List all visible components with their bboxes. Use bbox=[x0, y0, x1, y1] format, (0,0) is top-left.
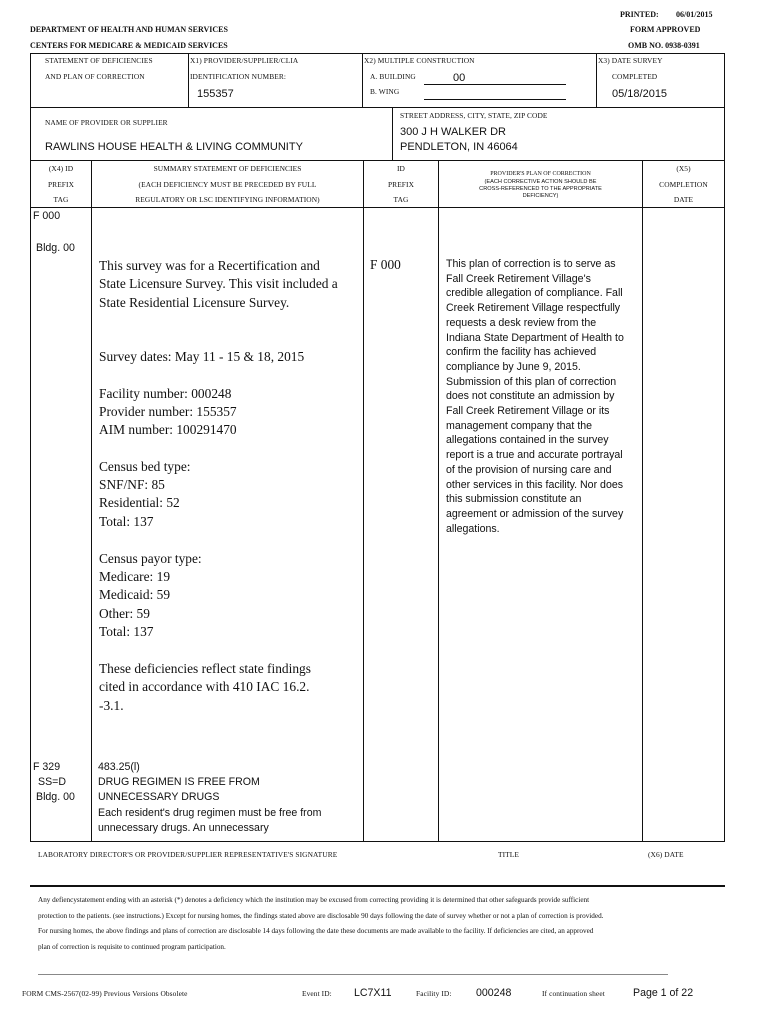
provider-number: Provider number: 155357 bbox=[99, 404, 237, 419]
summary-header: SUMMARY STATEMENT OF DEFICIENCIES bbox=[153, 164, 302, 173]
census-bed-type: Census bed type: bbox=[99, 459, 191, 474]
page-number: Page 1 of 22 bbox=[633, 987, 694, 999]
scope-severity: SS=D bbox=[38, 776, 66, 788]
x3-sublabel: COMPLETED bbox=[612, 72, 658, 81]
event-id-label: Event ID: bbox=[302, 989, 332, 998]
x3-label: X3) DATE SURVEY bbox=[598, 56, 663, 65]
plan-of-correction-text: This plan of correction is to serve as Fall Creek Retirement Village's credible allegation of compliance. Fall Creek Retirement Village respectfully requests a desk review from the Indiana State Department of Health to confirm the facility has achieved compliance by June 9, 2015. Submission of this plan of correction does not constitute an admission by Fall Creek Retirement Village or its management company that the allegations contained in the survey report is a true and accurate portrayal of the provision of nursing care and other services in this facility. Nor does this submission constitute an agreement or admission of the survey allegations. bbox=[446, 258, 624, 535]
building-label: A. BUILDING bbox=[370, 72, 416, 81]
medicaid-count: Medicaid: 59 bbox=[99, 587, 171, 602]
other-count: Other: 59 bbox=[99, 606, 150, 621]
event-id-value: LC7X11 bbox=[354, 987, 392, 999]
medicare-count: Medicare: 19 bbox=[99, 569, 171, 584]
facility-number: Facility number: 000248 bbox=[99, 386, 232, 401]
continuation-label: If continuation sheet bbox=[542, 989, 605, 998]
address-line2: PENDLETON, IN 46064 bbox=[400, 141, 518, 153]
survey-date-value: 05/18/2015 bbox=[612, 88, 668, 100]
summary-sub2: REGULATORY OR LSC IDENTIFYING INFORMATION) bbox=[135, 195, 320, 204]
facility-id-label: Facility ID: bbox=[416, 989, 452, 998]
regulation-title-2: UNNECESSARY DRUGS bbox=[98, 791, 220, 803]
provider-name-label: NAME OF PROVIDER OR SUPPLIER bbox=[45, 118, 168, 127]
building-value: 00 bbox=[453, 72, 466, 84]
regulation-cite: 483.25(l) bbox=[98, 761, 140, 773]
x5-header: (X5) bbox=[676, 164, 691, 173]
provider-name-value: RAWLINS HOUSE HEALTH & LIVING COMMUNITY bbox=[45, 141, 303, 153]
x2-label: X2) MULTIPLE CONSTRUCTION bbox=[364, 56, 475, 65]
id-prefix: PREFIX bbox=[387, 180, 415, 189]
plan-sub3: DEFICIENCY) bbox=[522, 193, 559, 199]
date-label: (X6) DATE bbox=[648, 850, 684, 859]
printed-date: 06/01/2015 bbox=[676, 10, 713, 19]
survey-dates: Survey dates: May 11 - 15 & 18, 2015 bbox=[99, 349, 305, 364]
residential-count: Residential: 52 bbox=[99, 495, 180, 510]
form-number: FORM CMS-2567(02-99) Previous Versions Obsolete bbox=[22, 989, 188, 998]
statement-label: STATEMENT OF DEFICIENCIES bbox=[45, 56, 153, 65]
department-title: DEPARTMENT OF HEALTH AND HUMAN SERVICES bbox=[30, 25, 228, 34]
census-payor-type: Census payor type: bbox=[99, 551, 202, 566]
regulation-title-1: DRUG REGIMEN IS FREE FROM bbox=[98, 776, 260, 788]
total-payor: Total: 137 bbox=[99, 624, 154, 639]
address-label: STREET ADDRESS, CITY, STATE, ZIP CODE bbox=[400, 111, 548, 120]
id-header: ID bbox=[397, 164, 405, 173]
regulation-text: Each resident's drug regimen must be free from unnecessary drugs. An unnecessary bbox=[98, 807, 322, 834]
total-beds: Total: 137 bbox=[99, 514, 154, 529]
snf-count: SNF/NF: 85 bbox=[99, 477, 165, 492]
bldg-00: Bldg. 00 bbox=[36, 242, 75, 254]
x5-completion: COMPLETION bbox=[659, 180, 708, 189]
x4-prefix: PREFIX bbox=[47, 180, 75, 189]
printed-label: PRINTED: bbox=[620, 10, 659, 19]
omb-number: OMB NO. 0938-0391 bbox=[628, 41, 700, 50]
provider-id-value: 155357 bbox=[197, 88, 234, 100]
x4-header: (X4) ID bbox=[48, 164, 74, 173]
x5-date: DATE bbox=[673, 195, 694, 204]
tag-f000: F 000 bbox=[33, 210, 61, 222]
x1-sublabel: IDENTIFICATION NUMBER: bbox=[190, 72, 287, 81]
survey-description: This survey was for a Recertification and State Licensure Survey. This visit included a State Residential Licensure Survey. bbox=[99, 258, 338, 310]
id-tag: TAG bbox=[393, 195, 409, 204]
x4-tag: TAG bbox=[53, 195, 69, 204]
director-signature-label: LABORATORY DIRECTOR'S OR PROVIDER/SUPPLIER REPRESENTATIVE'S SIGNATURE bbox=[38, 850, 338, 859]
bldg-00-f329: Bldg. 00 bbox=[36, 791, 75, 803]
aim-number: AIM number: 100291470 bbox=[99, 422, 237, 437]
plan-sub1: (EACH CORRECTIVE ACTION SHOULD BE bbox=[484, 179, 597, 185]
title-label: TITLE bbox=[498, 850, 520, 859]
disclaimer-text: Any defiencystatement ending with an asterisk (*) denotes a deficiency which the institution may be excused from correcting providing it is determined that other safeguards provide sufficient protection to the patients. (see instructions.) Except for nursing homes, the findings stated above are disclosable 90 days following the date of survey whether or not a plan of correction is provided. For nursing homes, the above findings and plans of correction are disclosable 14 days following the date these documents are made available to the facility. If deficiencies are cited, an approved plan of correction is requisite to continued program participation. bbox=[38, 896, 604, 951]
plan-header: PROVIDER'S PLAN OF CORRECTION bbox=[490, 171, 591, 177]
tag-f329: F 329 bbox=[33, 761, 61, 773]
centers-title: CENTERS FOR MEDICARE & MEDICAID SERVICES bbox=[30, 41, 228, 50]
address-line1: 300 J H WALKER DR bbox=[400, 126, 506, 138]
x1-label: X1) PROVIDER/SUPPLIER/CLIA bbox=[190, 56, 299, 65]
form-approved: FORM APPROVED bbox=[630, 25, 701, 34]
facility-id-value: 000248 bbox=[476, 987, 512, 999]
id-tag-f000: F 000 bbox=[370, 257, 401, 272]
deficiency-statement: These deficiencies reflect state findings cited in accordance with 410 IAC 16.2. -3.1. bbox=[99, 661, 311, 713]
wing-label: B. WING bbox=[370, 87, 400, 96]
summary-sub: (EACH DEFICIENCY MUST BE PRECEDED BY FULL bbox=[138, 180, 317, 189]
plan-label: AND PLAN OF CORRECTION bbox=[45, 72, 145, 81]
plan-sub2: CROSS-REFERENCED TO THE APPROPRIATE bbox=[479, 186, 602, 192]
